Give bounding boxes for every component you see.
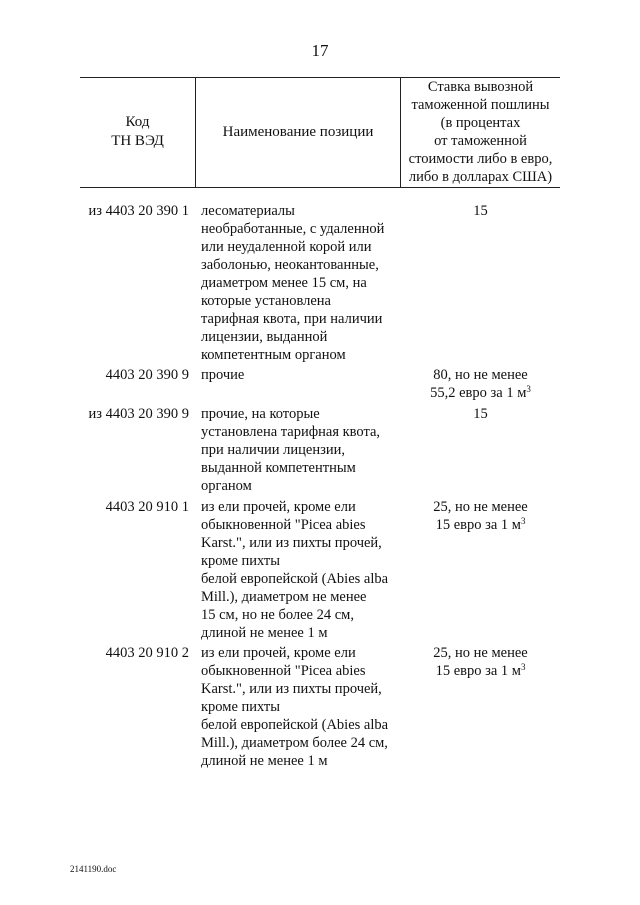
rate-text: 15 евро за 1 м (435, 517, 521, 533)
row-code: 4403 20 910 1 (105, 499, 189, 515)
desc-line: при наличии лицензии, (201, 442, 345, 458)
header-code-line: Код (125, 114, 150, 130)
desc-line: тарифная квота, при наличии (201, 311, 383, 327)
desc-line: Mill.), диаметром не менее (201, 589, 367, 605)
desc-line: длиной не менее 1 м (201, 625, 328, 641)
header-code (80, 77, 195, 187)
desc-line: обыкновенной "Picea abies (201, 517, 366, 533)
desc-line: компетентным органом (201, 347, 346, 363)
footer-filename: 2141190.doc (70, 864, 117, 874)
desc-line: прочие, на которые (201, 406, 320, 422)
desc-line: необработанные, с удаленной (201, 221, 385, 237)
desc-line: лицензии, выданной (201, 329, 328, 345)
rate-line: 15 (473, 203, 488, 219)
desc-line: Mill.), диаметром более 24 см, (201, 735, 388, 751)
header-code-line: ТН ВЭД (111, 133, 164, 149)
row-description (201, 405, 401, 495)
rate-line: 25, но не менее (433, 499, 528, 515)
header-rate-line: (в процентах (440, 115, 521, 131)
desc-line: кроме пихты (201, 699, 280, 715)
desc-line: лесоматериалы (201, 203, 295, 219)
row-description (201, 366, 401, 384)
desc-line: белой европейской (Abies alba (201, 717, 389, 733)
desc-line: прочие (201, 367, 245, 383)
rate-text: 15 евро за 1 м (435, 663, 521, 679)
desc-line: кроме пихты (201, 553, 280, 569)
row-code: из 4403 20 390 9 (88, 406, 189, 422)
rate-line (401, 384, 560, 402)
rate-superscript: 3 (520, 516, 526, 526)
rate-line: 80, но не менее (433, 367, 528, 383)
desc-line: Karst.", или из пихты прочей, (201, 535, 382, 551)
rate-line: 25, но не менее (433, 645, 528, 661)
row-description (201, 644, 401, 770)
desc-line: Karst.", или из пихты прочей, (201, 681, 382, 697)
header-rate-line: от таможенной (434, 133, 527, 149)
row-rate (401, 405, 560, 423)
row-rate (401, 366, 560, 402)
row-description (201, 498, 401, 642)
desc-line: белой европейской (Abies alba (201, 571, 389, 587)
header-bottom-border (80, 187, 560, 188)
header-rate-line: таможенной пошлины (411, 97, 550, 113)
rate-line: 15 (473, 406, 488, 422)
header-rate (401, 77, 560, 187)
row-rate (401, 202, 560, 220)
desc-line: из ели прочей, кроме ели (201, 645, 356, 661)
header-name: Наименование позиции (222, 124, 374, 140)
desc-line: выданной компетентным (201, 460, 356, 476)
row-rate (401, 498, 560, 534)
row-code: 4403 20 910 2 (105, 645, 189, 661)
row-code: 4403 20 390 9 (105, 367, 189, 383)
row-rate (401, 644, 560, 680)
header-rate-line: стоимости либо в евро, (408, 151, 553, 167)
rate-superscript: 3 (526, 384, 531, 394)
desc-line: или неудаленной корой или (201, 239, 372, 255)
desc-line: длиной не менее 1 м (201, 753, 328, 769)
desc-line: которые установлена (201, 293, 331, 309)
rate-line (401, 516, 560, 534)
rate-line (401, 662, 560, 680)
header-rate-line: либо в долларах США) (408, 169, 553, 185)
rate-superscript: 3 (520, 662, 526, 672)
header-rate-line: Ставка вывозной (427, 79, 534, 95)
desc-line: диаметром менее 15 см, на (201, 275, 367, 291)
desc-line: обыкновенной "Picea abies (201, 663, 366, 679)
desc-line: 15 см, но не более 24 см, (201, 607, 354, 623)
page-number: 17 (311, 41, 329, 60)
rate-text: 55,2 евро за 1 м (430, 385, 527, 401)
row-code: из 4403 20 390 1 (88, 203, 189, 219)
desc-line: заболонью, неокантованные, (201, 257, 379, 273)
desc-line: установлена тарифная квота, (201, 424, 381, 440)
desc-line: из ели прочей, кроме ели (201, 499, 356, 515)
desc-line: органом (201, 478, 252, 494)
row-description (201, 202, 401, 364)
